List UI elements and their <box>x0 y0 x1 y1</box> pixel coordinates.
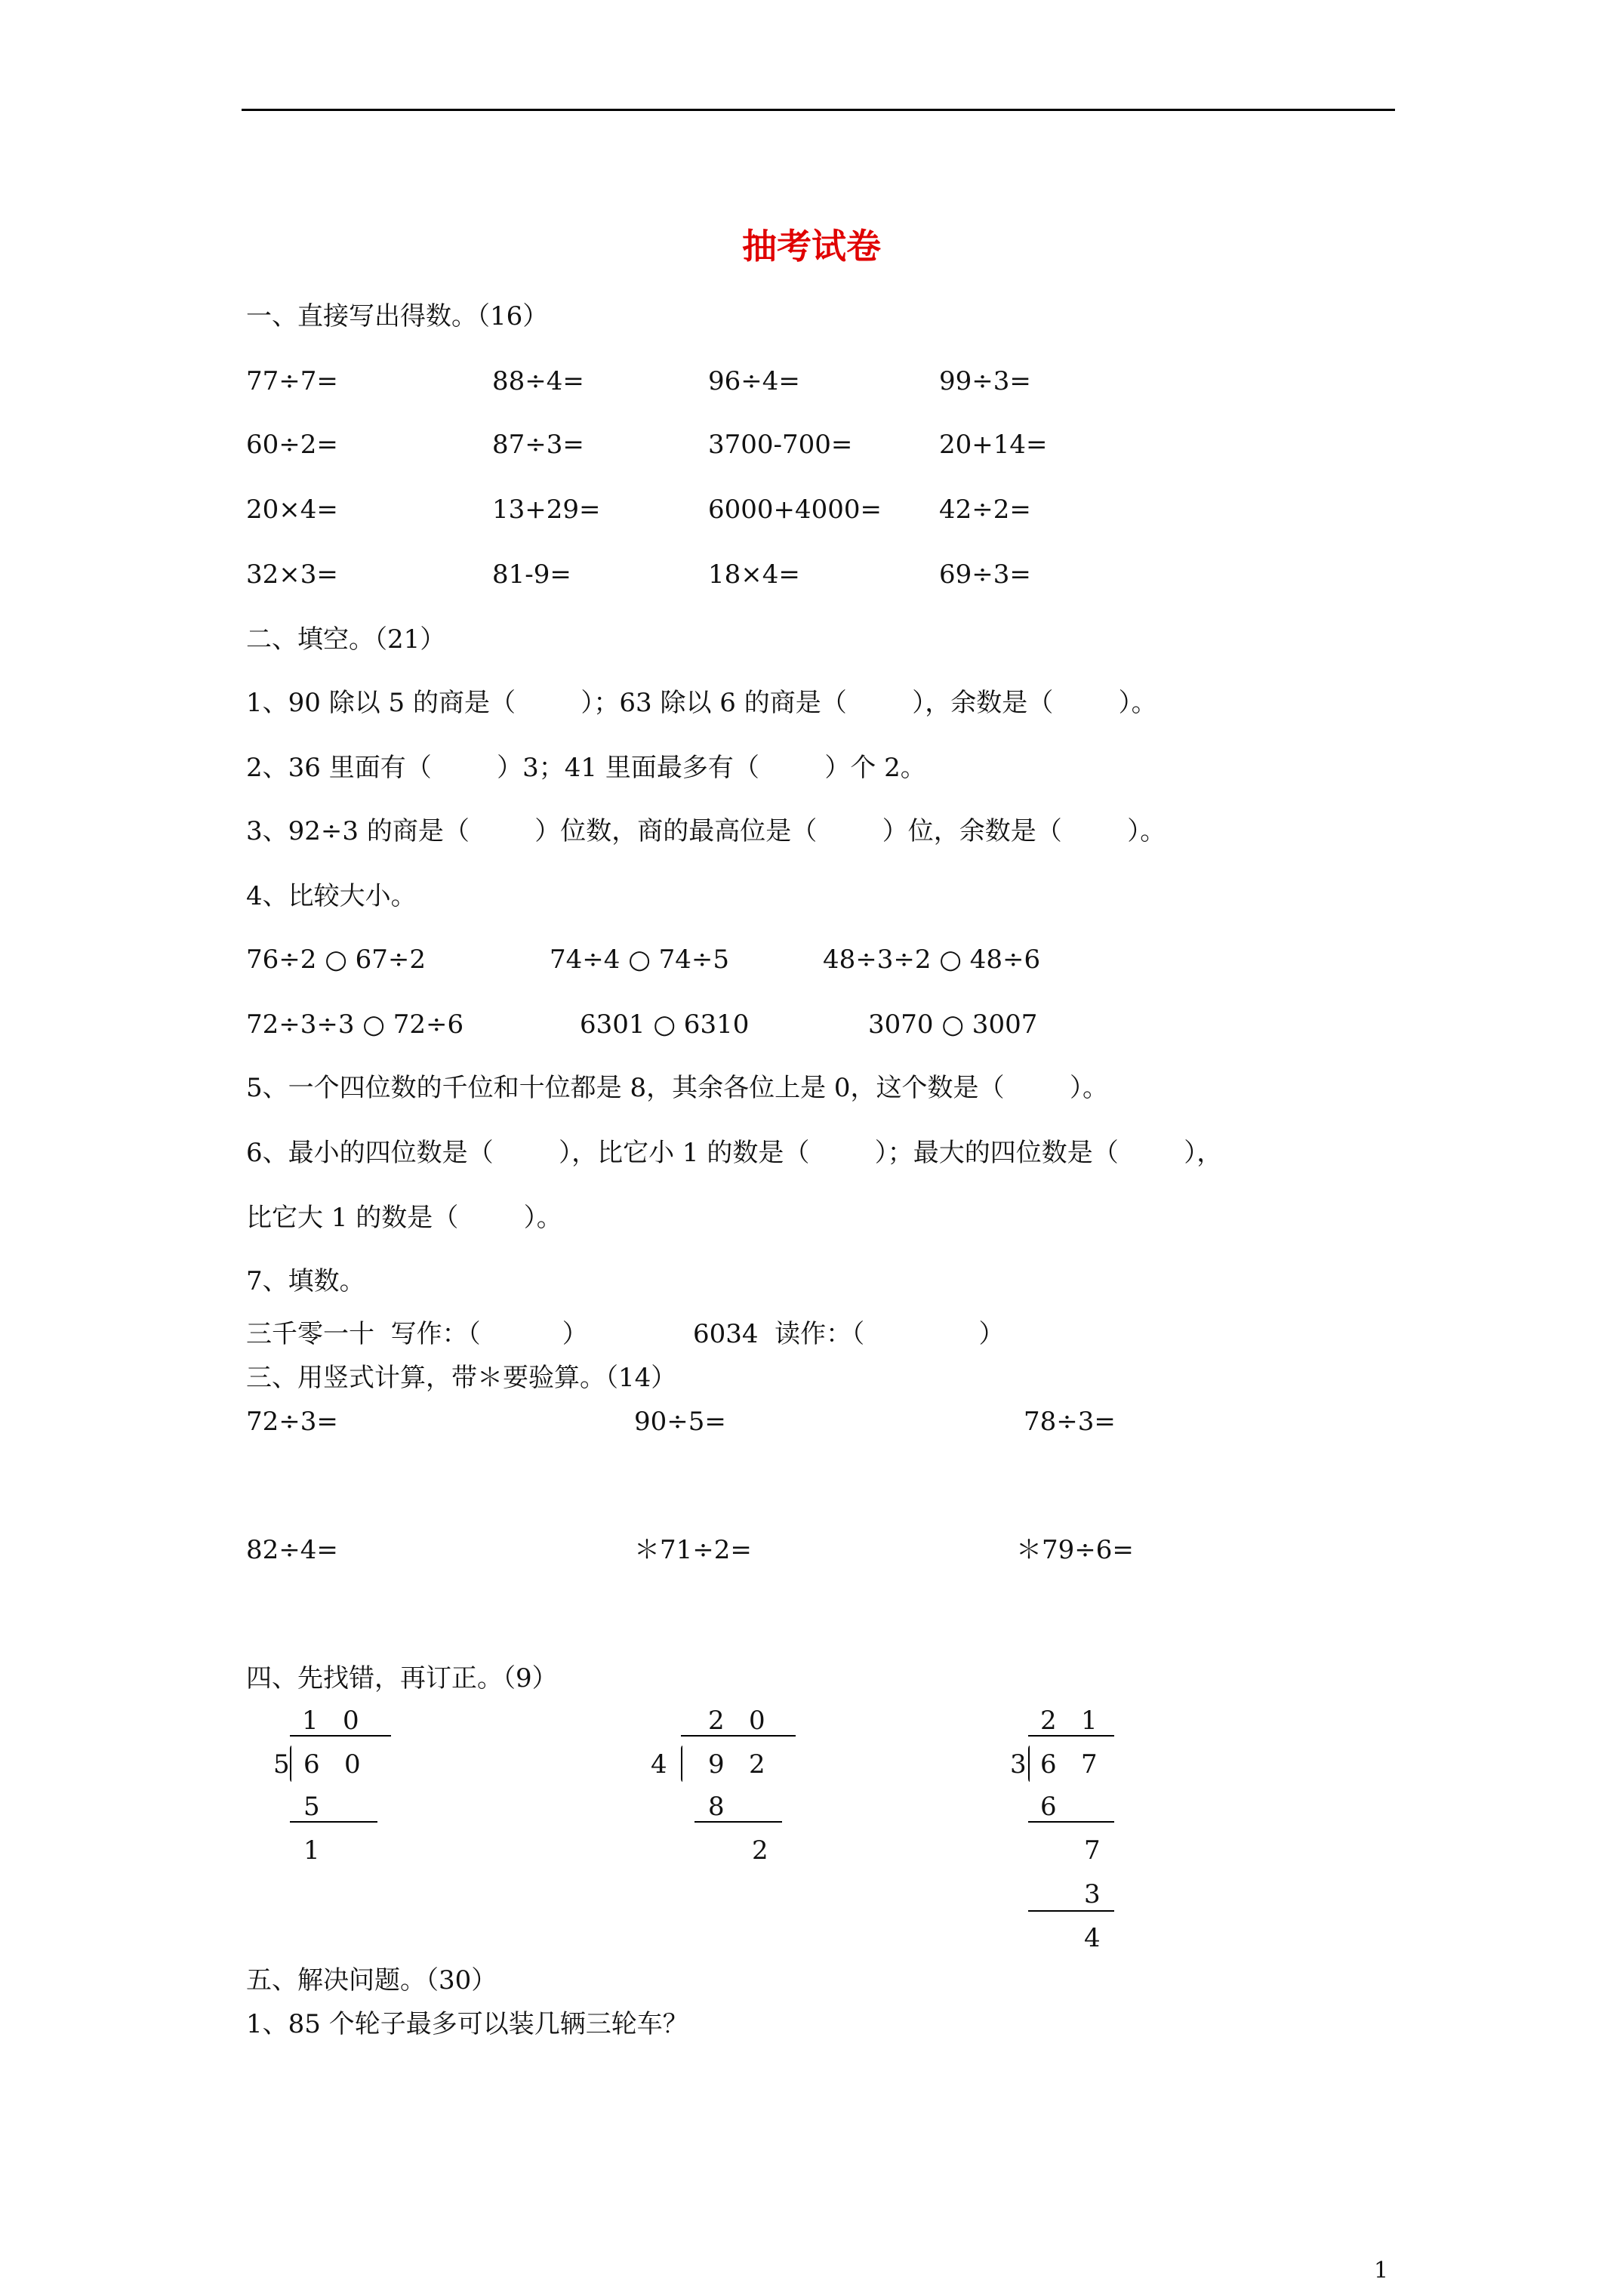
problem: 99÷3= <box>939 366 1031 396</box>
problem: 18×4= <box>708 559 800 590</box>
division-bar <box>681 1735 796 1737</box>
compare-item: 48÷3÷2 ○ 48÷6 <box>823 945 1041 975</box>
division-bracket <box>681 1746 682 1782</box>
problem: 3700-700= <box>708 430 853 460</box>
vertical-calc-problem: 90÷5= <box>634 1407 726 1437</box>
problem: 20×4= <box>246 495 338 525</box>
fill-question-5: 5、一个四位数的千位和十位都是 8，其余各位上是 0，这个数是（ ）。 <box>246 1073 1108 1103</box>
problem: 20+14= <box>939 430 1048 460</box>
division-remainder: 2 <box>752 1835 768 1866</box>
division-dividend: 6 0 <box>303 1749 361 1780</box>
subtract-line <box>290 1821 377 1823</box>
fill-question-7a: 三千零一十 写作：（ ） <box>246 1319 588 1349</box>
division-divisor: 4 <box>651 1749 667 1780</box>
subtract-line <box>1028 1821 1114 1823</box>
compare-item: 74÷4 ○ 74÷5 <box>550 945 730 975</box>
division-subtract: 6 <box>1040 1792 1057 1822</box>
header-rule <box>242 109 1395 111</box>
fill-question-3: 3、92÷3 的商是（ ）位数，商的最高位是（ ）位，余数是（ ）。 <box>246 816 1166 846</box>
fill-question-2: 2、36 里面有（ ）3；41 里面最多有（ ）个 2。 <box>246 753 926 783</box>
vertical-calc-problem: 82÷4= <box>246 1535 338 1565</box>
vertical-calc-problem: ＊71÷2= <box>634 1535 752 1565</box>
page-title: 抽考试卷 <box>742 226 881 267</box>
fill-question-7: 7、填数。 <box>246 1266 365 1296</box>
page-number: 1 <box>1374 2257 1389 2284</box>
fill-question-6b: 比它大 1 的数是（ ）。 <box>246 1203 562 1233</box>
division-bar <box>1028 1735 1114 1737</box>
division-dividend: 9 2 <box>708 1749 765 1780</box>
problem: 88÷4= <box>492 366 584 396</box>
division-remainder: 1 <box>303 1835 320 1866</box>
compare-item: 72÷3÷3 ○ 72÷6 <box>246 1009 464 1040</box>
fill-question-6a: 6、最小的四位数是（ ），比它小 1 的数是（ ）；最大的四位数是（ ）， <box>246 1138 1223 1168</box>
problem: 81-9= <box>492 559 571 590</box>
division-subtract: 3 <box>1084 1879 1101 1909</box>
division-divisor: 5 <box>273 1749 290 1780</box>
vertical-calc-problem: 78÷3= <box>1024 1407 1116 1437</box>
problem: 77÷7= <box>246 366 338 396</box>
compare-item: 6301 ○ 6310 <box>580 1009 750 1040</box>
problem: 42÷2= <box>939 495 1031 525</box>
division-subtract: 5 <box>303 1792 320 1822</box>
compare-item: 3070 ○ 3007 <box>868 1009 1038 1040</box>
section-2-heading: 二、填空。（21） <box>246 624 446 655</box>
vertical-calc-problem: ＊79÷6= <box>1016 1535 1134 1565</box>
division-bar <box>290 1735 391 1737</box>
division-quotient: 1 0 <box>302 1706 359 1736</box>
division-divisor: 3 <box>1010 1749 1027 1780</box>
division-middle: 7 <box>1084 1835 1101 1866</box>
fill-question-1: 1、90 除以 5 的商是（ ）；63 除以 6 的商是（ ），余数是（ ）。 <box>246 688 1157 718</box>
problem: 32×3= <box>246 559 338 590</box>
fill-question-7b: 6034 读作：（ ） <box>693 1319 1005 1349</box>
division-bracket <box>1028 1746 1030 1782</box>
division-subtract: 8 <box>708 1792 725 1822</box>
section-5-heading: 五、解决问题。（30） <box>246 1965 497 1996</box>
division-remainder: 4 <box>1084 1923 1101 1953</box>
problem: 69÷3= <box>939 559 1031 590</box>
problem: 13+29= <box>492 495 601 525</box>
problem: 87÷3= <box>492 430 584 460</box>
word-problem-1: 1、85 个轮子最多可以装几辆三轮车？ <box>246 2009 688 2039</box>
vertical-calc-problem: 72÷3= <box>246 1407 338 1437</box>
division-dividend: 6 7 <box>1040 1749 1098 1780</box>
division-bracket <box>290 1746 291 1782</box>
division-quotient: 2 1 <box>1040 1706 1098 1736</box>
subtract-line <box>1028 1910 1114 1912</box>
compare-item: 76÷2 ○ 67÷2 <box>246 945 427 975</box>
section-4-heading: 四、先找错，再订正。（9） <box>246 1663 558 1693</box>
subtract-line <box>694 1821 782 1823</box>
section-3-heading: 三、用竖式计算，带＊要验算。（14） <box>246 1363 677 1393</box>
division-quotient: 2 0 <box>708 1706 765 1736</box>
fill-question-4: 4、比较大小。 <box>246 881 417 911</box>
problem: 6000+4000= <box>708 495 882 525</box>
section-1-heading: 一、直接写出得数。（16） <box>246 301 549 331</box>
problem: 96÷4= <box>708 366 800 396</box>
problem: 60÷2= <box>246 430 338 460</box>
